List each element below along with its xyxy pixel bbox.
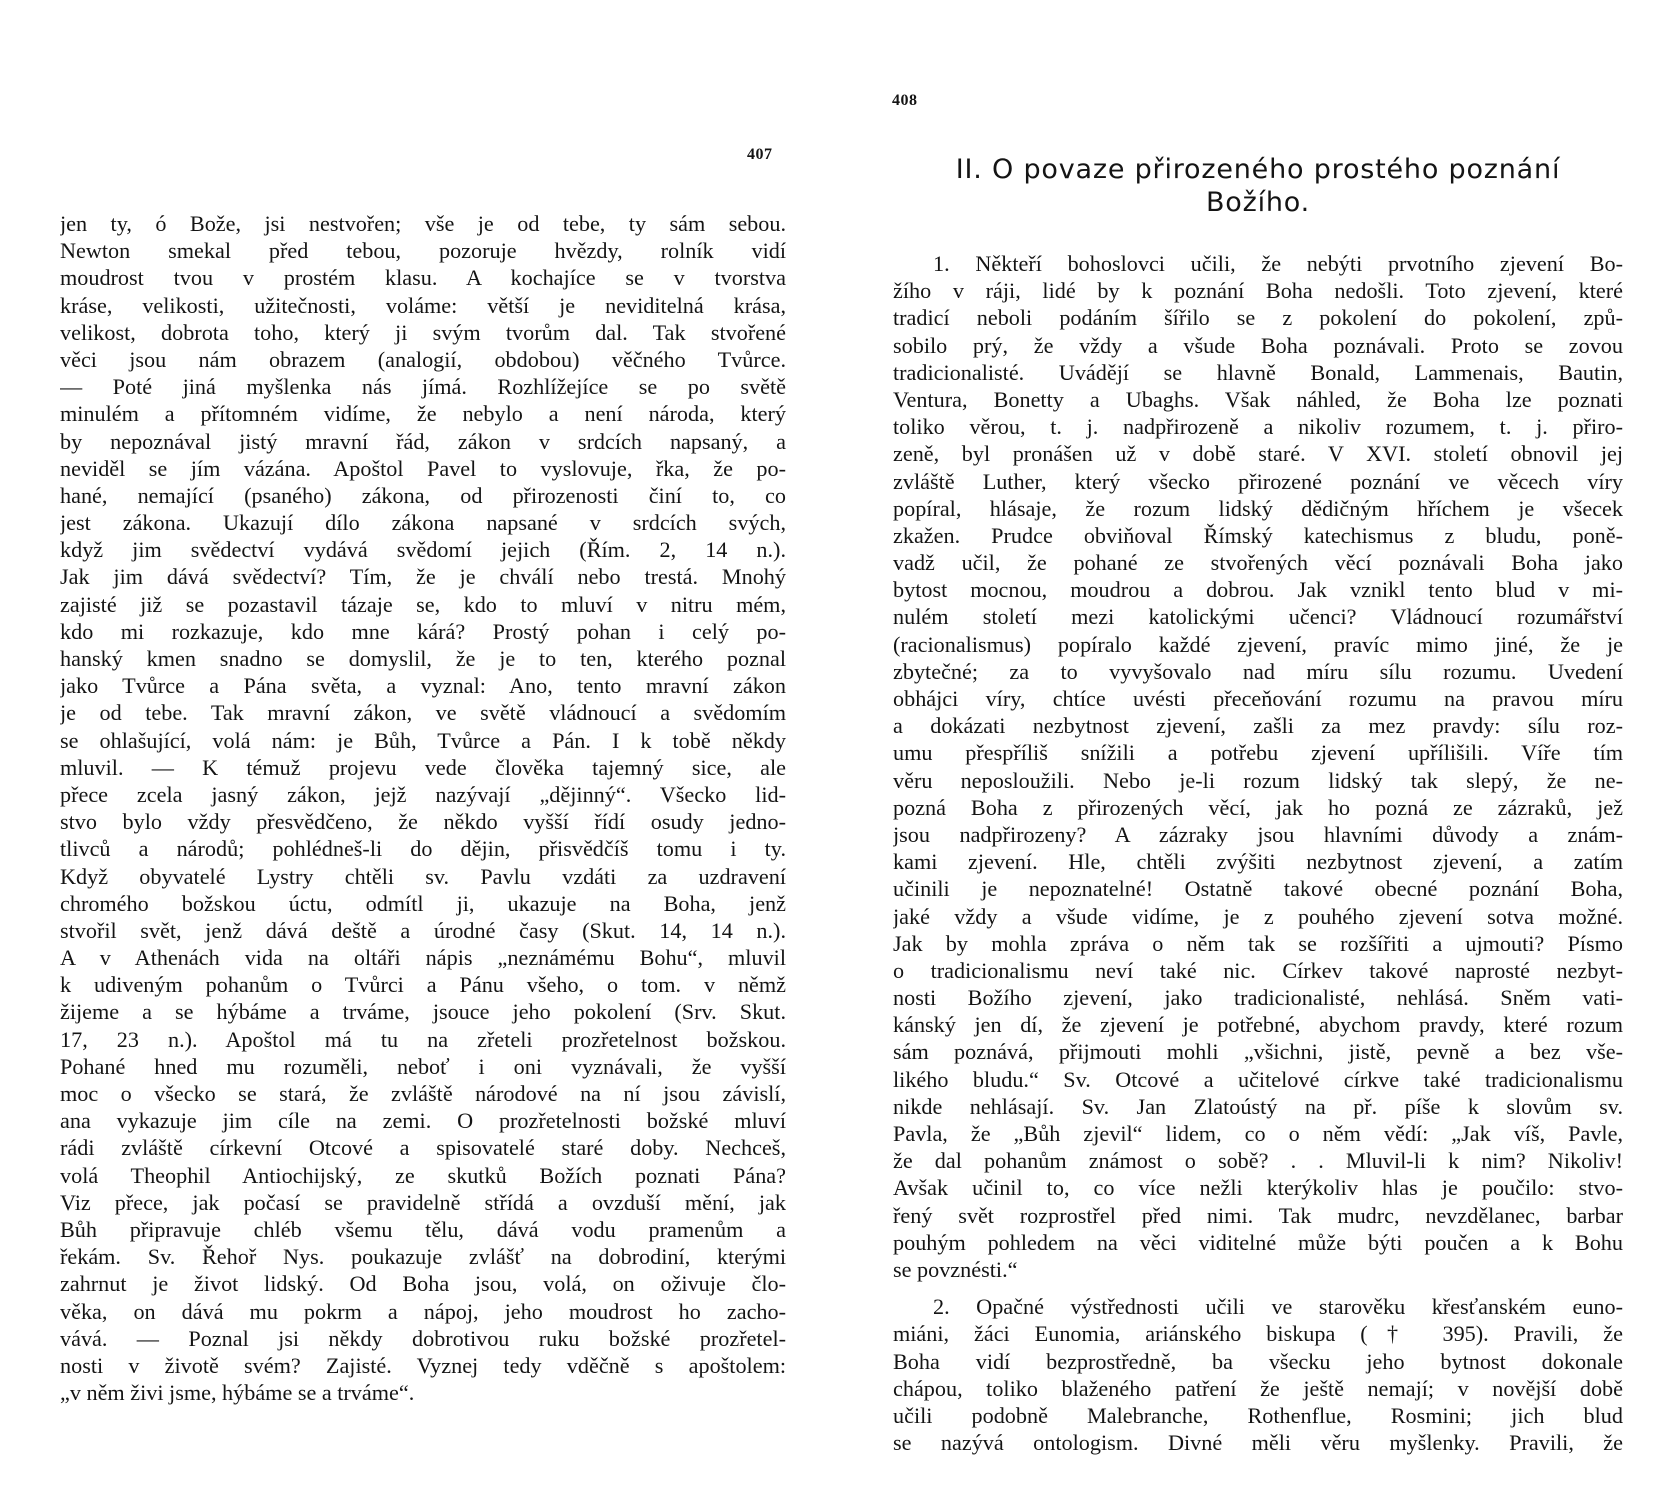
text-line: Pavla, že „Bůh zjevil“ lidem, co o něm vědí: „Jak víš, Pavle,	[893, 1121, 1623, 1146]
text-line: vadž učil, že pohané ze stvořených věcí poznávali Boha jako	[893, 550, 1623, 576]
text-line: učinili je nepoznatelné! Ostatně takové obecné poznání Boha,	[893, 876, 1623, 902]
text-line: se nazývá ontologism. Divné měli věru myšlenky. Pravili, že	[893, 1430, 1623, 1456]
text-line: volá Theophil Antiochijský, ze skutků Božích poznati Pána?	[60, 1162, 786, 1188]
text-line: jest zákona. Ukazují dílo zákona napsané v srdcích svých,	[60, 510, 786, 536]
text-line: chromého božskou úctu, odmítl ji, ukazuje na Boha, jenž	[60, 890, 786, 916]
text-line: nikde nehlásají. Sv. Jan Zlatoústý na př. píše k slovům sv.	[893, 1093, 1623, 1119]
text-line: sobilo prý, že vždy a všude Boha poznávali. Proto se zovou	[893, 332, 1623, 358]
paragraph-1	[893, 250, 1623, 1283]
text-line: tradicí neboli podáním šířilo se z pokolení do pokolení, způ-	[893, 305, 1623, 331]
page-number: 408	[892, 92, 918, 109]
text-line: Jak by mohla zpráva o něm tak se rozšířiti a ujmouti? Písmo	[893, 930, 1623, 956]
text-line: moc o všecko se stará, že zvláště národové na ní jsou závislí,	[60, 1081, 786, 1106]
text-line: k udiveným pohanům o Tvůrci a Pánu všeho, o tom. v němž	[60, 972, 786, 998]
text-line: je od tebe. Tak mravní zákon, ve světě vládnoucí a svědomím	[60, 700, 786, 726]
text-line: zbytečné; za to vyvyšovalo nad míru sílu rozumu. Uvedení	[893, 658, 1623, 684]
text-line: popíral, hlásaje, že rozum lidský dědičným hříchem je všecek	[893, 495, 1623, 521]
right-page-text	[893, 250, 1623, 1456]
text-line: a dokázati nezbytnost zjevení, zašli za mez pravdy: sílu roz-	[893, 713, 1623, 739]
text-line: hané, nemající (psaného) zákona, od přirozenosti činí to, co	[60, 482, 786, 508]
text-line: by nepoznával jistý mravní řád, zákon v srdcích napsaný, a	[60, 428, 786, 454]
text-line: rádi zvláště církevní Otcové a spisovatelé staré doby. Nechceš,	[60, 1135, 786, 1161]
text-line: Ventura, Bonetty a Ubaghs. Však náhled, že Boha lze poznati	[893, 386, 1623, 412]
text-line: umu přespříliš snížili a potřebu zjevení upřílišili. Víře tím	[893, 740, 1623, 766]
text-line: zkažen. Prudce obviňoval Římský katechismus z bludu, poně-	[893, 522, 1623, 548]
text-line: velikost, dobrota toho, který ji svým tvorům dal. Tak stvořené	[60, 319, 786, 345]
text-line: tradicionalisté. Uvádějí se hlavně Bonald, Lammenais, Bautin,	[893, 359, 1623, 385]
text-line: jako Tvůrce a Pána světa, a vyznal: Ano, tento mravní zákon	[60, 673, 786, 699]
text-line: zeně, byl pronášen už v době staré. V XVI. století obnovil jej	[893, 441, 1623, 467]
text-line: kami zjevení. Hle, chtěli zvýšiti nezbytnost zjevení, a zatím	[893, 849, 1623, 875]
text-line: věru neposloužili. Nebo je-li rozum lidský tak slepý, že ne-	[893, 767, 1623, 793]
text-line: učili podobně Malebranche, Rothenflue, Rosmini; jich blud	[893, 1402, 1623, 1428]
text-line: řekám. Sv. Řehoř Nys. poukazuje zvlášť na dobrodiní, kterými	[60, 1244, 786, 1270]
text-line: vává. — Poznal jsi někdy dobrotivou ruku božské prozřetel-	[60, 1325, 786, 1351]
text-line: žijeme a se hýbáme a trváme, jsouce jeho pokolení (Srv. Skut.	[60, 999, 786, 1025]
text-line: Když obyvatelé Lystry chtěli sv. Pavlu vzdáti za uzdravení	[60, 863, 786, 889]
text-line: 1. Někteří bohoslovci učili, že nebýti prvotního zjevení Bo-	[933, 251, 1623, 276]
text-line: sám poznává, přijmouti mohli „všichni, jistě, pevně a bez vše-	[893, 1039, 1623, 1065]
text-line: žího v ráji, lidé by k poznání Boha nedošli. Toto zjevení, které	[893, 278, 1623, 304]
text-line: stvo bylo vždy přesvědčeno, že někdo vyšší řídí osudy jedno-	[60, 809, 786, 835]
chapter-title	[893, 153, 1623, 219]
text-line: minulém a přítomném vidíme, že nebylo a není národa, který	[60, 401, 786, 427]
page-number: 407	[747, 146, 773, 163]
text-line: kráse, velikosti, užitečnosti, voláme: větší je neviditelná krása,	[60, 292, 786, 318]
text-line: kánský jen dí, že zjevení je potřebné, abychom pravdy, které rozum	[893, 1012, 1623, 1038]
text-line: se ohlašující, volá nám: je Bůh, Tvůrce a Pán. I k tobě někdy	[60, 727, 786, 753]
text-line: věka, on dává mu pokrm a nápoj, jeho moudrost ho zacho-	[60, 1298, 786, 1324]
text-line: přece zcela jasný zákon, jejž nazývají „dějinný“. Všecko lid-	[60, 781, 786, 807]
text-line: tlivců a národů; pohlédneš-li do dějin, přisvědčíš tomu i ty.	[60, 836, 786, 862]
text-line: Viz přece, jak počasí se pravidelně střídá a ovzduší mění, jak	[60, 1189, 786, 1215]
text-line: Newton smekal před tebou, pozoruje hvězdy, rolník vidí	[60, 238, 786, 264]
text-line: jaké vždy a všude vidíme, je z pouhého zjevení sotva možné.	[893, 903, 1623, 929]
text-line: Pohané hned mu rozuměli, neboť i oni vyznávali, že vyšší	[60, 1053, 786, 1079]
text-line: chápou, toliko blaženého patření že ještě nemají; v novější době	[893, 1375, 1623, 1401]
text-line: zvláště Luther, který všecko přirozené poznání ve věcech víry	[893, 468, 1623, 494]
text-line: 17, 23 n.). Apoštol má tu na zřeteli prozřetelnost božskou.	[60, 1026, 786, 1052]
text-line: neviděl se jím vázána. Apoštol Pavel to vyslovuje, řka, že po-	[60, 455, 786, 481]
text-line: věci jsou nám obrazem (analogií, obdobou) věčného Tvůrce.	[60, 346, 786, 372]
text-line: nosti Božího zjevení, jako tradicionalisté, nehlásá. Sněm vati-	[893, 985, 1623, 1011]
text-line: hanský kmen snadno se domyslil, že je to ten, kterého poznal	[60, 646, 786, 671]
text-line: miáni, žáci Eunomia, ariánského biskupa († 395). Pravili, že	[893, 1321, 1623, 1347]
paragraph-2	[893, 1293, 1623, 1456]
text-line: nulém století mezi katolickými učenci? Vládnoucí rozumářství	[893, 604, 1623, 630]
text-line: se povznésti.“	[893, 1256, 1018, 1282]
text-line: stvořil svět, jenž dává deště a úrodné časy (Skut. 14, 14 n.).	[60, 917, 786, 943]
text-line: řený svět rozprostřel před nimi. Tak mudrc, nevzdělanec, barbar	[893, 1202, 1623, 1228]
text-line: toliko věrou, t. j. nadpřirozeně a nikoliv rozumem, t. j. přiro-	[893, 414, 1623, 440]
chapter-title-line: Božího.	[1205, 187, 1311, 218]
text-line: jen ty, ó Bože, jsi nestvořen; vše je od tebe, ty sám sebou.	[60, 211, 786, 236]
text-line: že dal pohanům známost o sobě? . . Mluvil-li k nim? Nikoliv!	[893, 1148, 1623, 1174]
chapter-title-line: II. O povaze přirozeného prostého poznání	[955, 154, 1561, 185]
text-line: A v Athenách vida na oltáři nápis „neznámému Bohu“, mluvil	[60, 945, 786, 971]
text-line: jsou nadpřirozeny? A zázraky jsou hlavními důvody a znám-	[893, 821, 1623, 847]
text-line: pozná Boha z přirozených věcí, jak ho pozná ze zázraků, jež	[893, 794, 1623, 820]
text-line: Avšak učinil to, co více nežli kterýkoliv hlas je poučilo: stvo-	[893, 1175, 1623, 1201]
text-line: ana vykazuje jim cíle na zemi. O prozřetelnosti božské mluví	[60, 1108, 786, 1134]
text-line: Boha vidí bezprostředně, ba všecku jeho bytnost dokonale	[893, 1348, 1623, 1374]
text-line: když jim svědectví vydává svědomí jejich (Řím. 2, 14 n.).	[60, 537, 786, 563]
text-line: 2. Opačné výstřednosti učili ve starověku křesťanském euno-	[933, 1294, 1623, 1320]
text-line: likého bludu.“ Sv. Otcové a učitelové církve také tradicionalismu	[893, 1066, 1623, 1092]
text-line: obhájci víry, chtíce uvésti přeceňování rozumu na pravou míru	[893, 686, 1623, 711]
text-line: bytost mocnou, moudrou a dobrou. Jak vznikl tento blud v mi-	[893, 577, 1623, 603]
paragraph-spacer	[893, 1283, 1623, 1293]
text-line: (racionalismus) popíralo každé zjevení, pravíc mimo jiné, že je	[893, 631, 1623, 657]
text-line: pouhým pohledem na věci viditelné může býti poučen a k Bohu	[893, 1229, 1623, 1255]
text-line: „v něm živi jsme, hýbáme se a trváme“.	[60, 1380, 415, 1406]
left-page-text	[60, 210, 786, 1406]
text-line: — Poté jiná myšlenka nás jímá. Rozhlížejíce se po světě	[60, 374, 786, 400]
text-line: mluvil. — K témuž projevu vede člověka tajemný sice, ale	[60, 754, 786, 780]
text-line: moudrost tvou v prostém klasu. A kochajíce se v tvorstva	[60, 265, 786, 291]
text-line: kdo mi rozkazuje, kdo mne kárá? Prostý pohan i celý po-	[60, 618, 786, 644]
text-line: nosti v životě svém? Zajisté. Vyznej tedy vděčně s apoštolem:	[60, 1352, 786, 1378]
text-line: zahrnut je život lidský. Od Boha jsou, volá, on oživuje člo-	[60, 1271, 786, 1297]
text-line: zajisté již se pozastavil tázaje se, kdo to mluví v nitru mém,	[60, 591, 786, 617]
text-line: Jak jim dává svědectví? Tím, že je chválí nebo trestá. Mnohý	[60, 564, 786, 590]
text-line: Bůh připravuje chléb všemu tělu, dává vodu pramenům a	[60, 1216, 786, 1242]
right-page	[836, 0, 1672, 1500]
text-line: o tradicionalismu neví také nic. Církev takové naprosté nezbyt-	[893, 957, 1623, 983]
